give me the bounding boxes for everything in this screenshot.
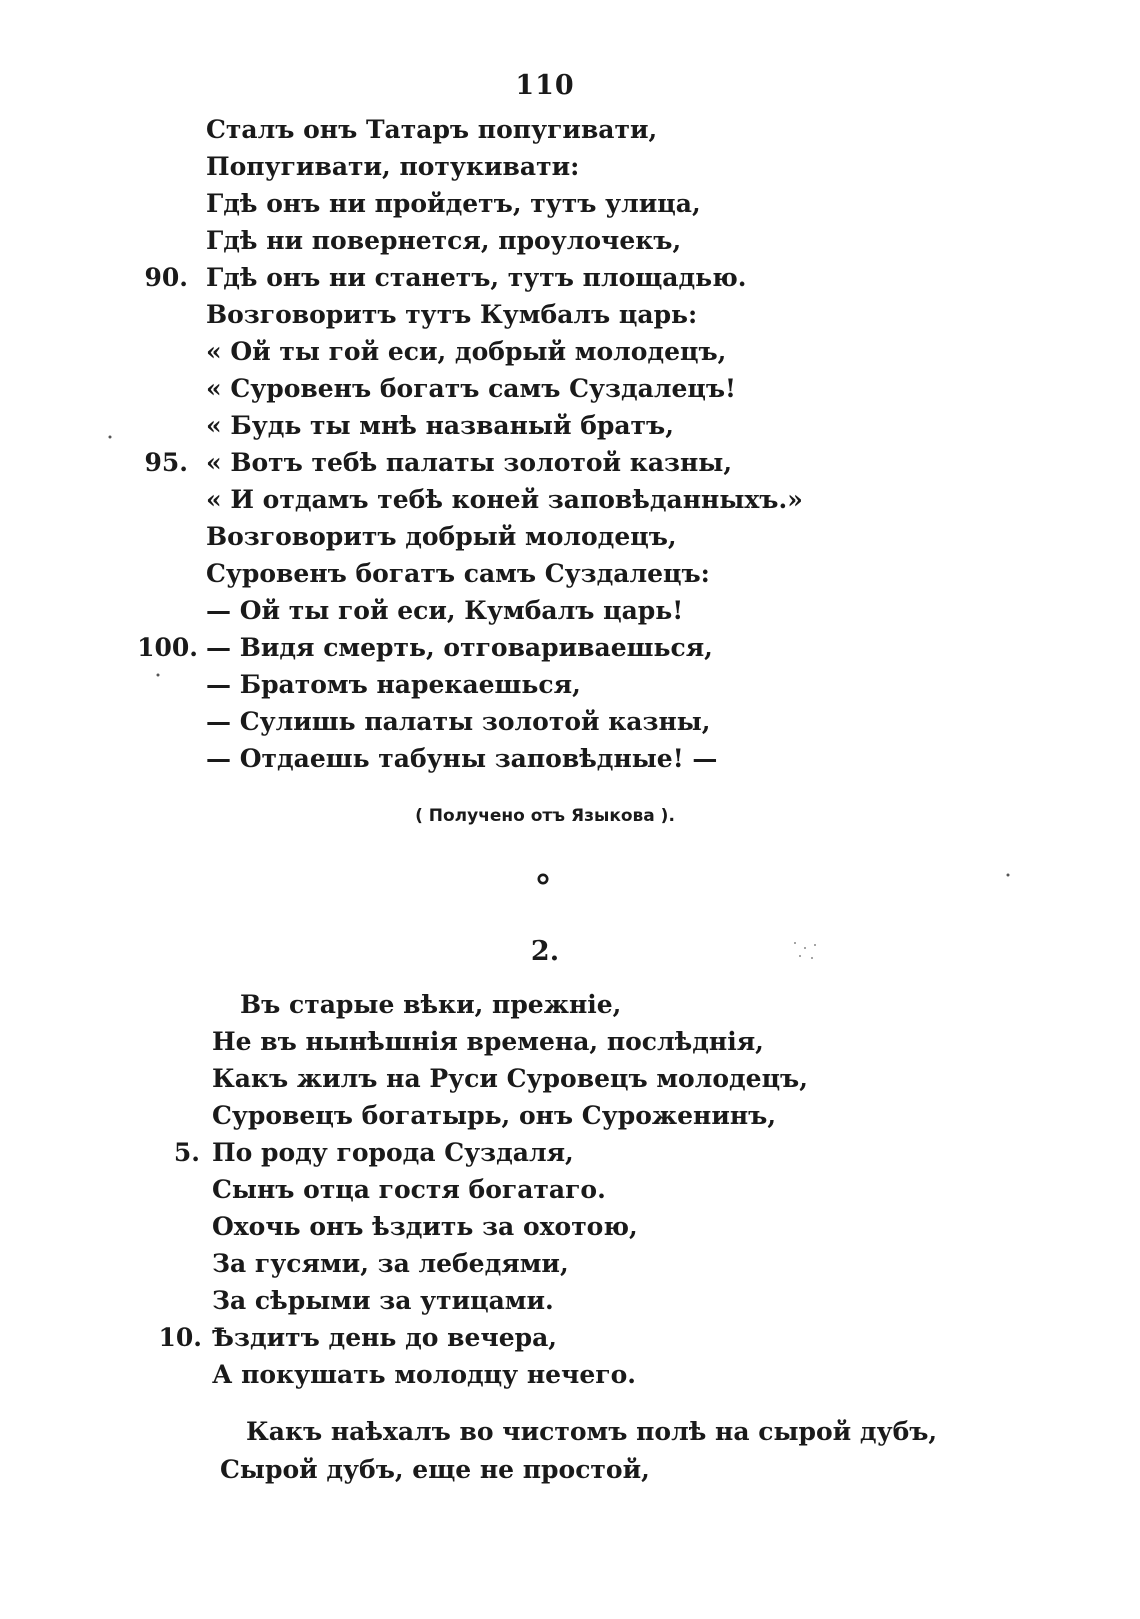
line-text: Гдѣ ни повернется, проулочекъ, xyxy=(206,226,682,255)
line-text: Сынъ отца гостя богатаго. xyxy=(212,1175,606,1204)
line-text: « Будь ты мнѣ названый братъ, xyxy=(206,411,674,440)
line-text: Какъ жилъ на Руси Суровецъ молодецъ, xyxy=(212,1064,808,1093)
line-number: 5. xyxy=(173,1138,200,1167)
line-text: Какъ наѣхалъ во чистомъ полѣ на сырой дубъ, xyxy=(246,1417,938,1446)
line-number: 95. xyxy=(144,448,188,477)
line-text: « Ой ты гой еси, добрый молодецъ, xyxy=(206,337,727,366)
attribution-note: ( Получено отъ Языкова ). xyxy=(415,806,675,826)
line-text: Въ старые вѣки, прежніе, xyxy=(240,990,622,1019)
line-text: « Вотъ тебѣ палаты золотой казны, xyxy=(206,448,733,477)
line-text: Суровенъ богатъ самъ Суздалецъ: xyxy=(206,559,710,588)
line-text: « Суровенъ богатъ самъ Суздалецъ! xyxy=(206,374,736,403)
line-text: « И отдамъ тебѣ коней заповѣданныхъ.» xyxy=(206,485,803,514)
line-text: — Отдаешь табуны заповѣдные! — xyxy=(206,744,718,773)
line-number: 10. xyxy=(158,1323,202,1352)
line-text: За сѣрыми за утицами. xyxy=(212,1286,554,1315)
line-text: — Братомъ нарекаешься, xyxy=(206,670,581,699)
line-text: Возговоритъ тутъ Кумбалъ царь: xyxy=(206,300,698,329)
line-text: Гдѣ онъ ни станетъ, тутъ площадью. xyxy=(206,263,747,292)
line-text: Охочь онъ ѣздить за охотою, xyxy=(212,1212,638,1241)
line-number: 90. xyxy=(144,263,188,292)
line-text: По роду города Суздаля, xyxy=(212,1138,574,1167)
line-text: За гусями, за лебедями, xyxy=(212,1249,569,1278)
page-number: 110 xyxy=(515,70,575,101)
line-text: — Ой ты гой еси, Кумбалъ царь! xyxy=(206,596,684,625)
line-text: Сталъ онъ Татаръ попугивати, xyxy=(206,115,658,144)
line-text: Сырой дубъ, еще не простой, xyxy=(220,1455,650,1484)
section-number: 2. xyxy=(530,936,560,967)
line-number: 100. xyxy=(137,633,198,662)
line-text: Возговоритъ добрый молодецъ, xyxy=(206,522,677,551)
line-text: Попугивати, потукивати: xyxy=(206,152,580,181)
line-text: Суровецъ богатырь, онъ Суроженинъ, xyxy=(212,1101,777,1130)
line-text: Гдѣ онъ ни пройдетъ, тутъ улица, xyxy=(206,189,701,218)
line-text: — Видя смерть, отговариваешься, xyxy=(206,633,713,662)
line-text: — Сулишь палаты золотой казны, xyxy=(206,707,711,736)
line-text: Не въ нынѣшнія времена, послѣднія, xyxy=(212,1027,764,1056)
line-text: Ѣздитъ день до вечера, xyxy=(212,1323,557,1352)
line-text: А покушать молодцу нечего. xyxy=(212,1360,636,1389)
